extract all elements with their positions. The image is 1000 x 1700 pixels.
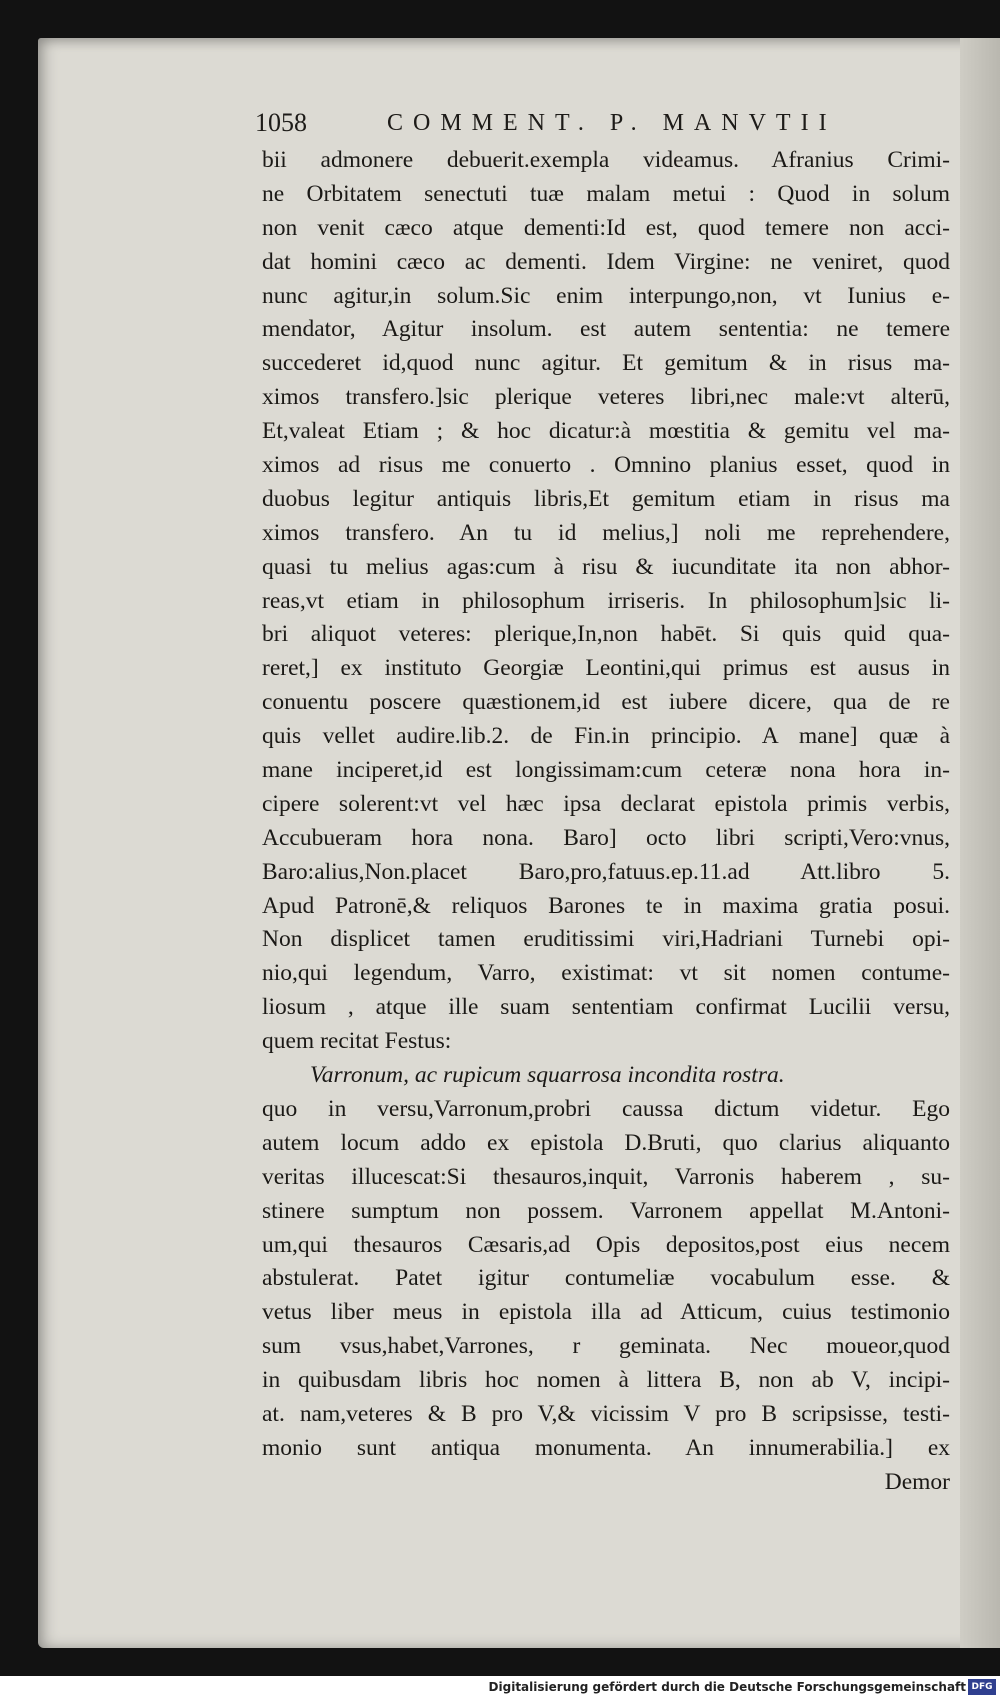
- text-line: nio,qui legendum, Varro, existimat: vt sit nomen contume-: [262, 960, 950, 987]
- dfg-logo-icon: DFG: [968, 1679, 996, 1695]
- text-line: ximos ad risus me conuerto . Omnino planius esset, quod in: [262, 452, 950, 479]
- text-line: bri aliquot veteres: plerique,In,non habēt. Si quis quid qua-: [262, 621, 950, 648]
- text-line: in quibusdam libris hoc nomen à littera B, non ab V, incipi-: [262, 1367, 950, 1394]
- text-line: ximos transfero.]sic plerique veteres libri,nec male:vt alterū,: [262, 384, 950, 411]
- text-line: mendator, Agitur insolum. est autem sententia: ne temere: [262, 316, 950, 343]
- catchword: Demor: [884, 1468, 950, 1495]
- text-line: stinere sumptum non possem. Varronem appellat M.Antoni-: [262, 1197, 950, 1224]
- text-line: ne Orbitatem senectuti tuæ malam metui : Quod in solum: [262, 180, 950, 207]
- text-line: Accubueram hora nona. Baro] octo libri scripti,Vero:vnus,: [262, 824, 950, 851]
- text-line: dat homini cæco ac dementi. Idem Virgine: ne veniret, quod: [262, 248, 950, 275]
- text-line: succederet id,quod nunc agitur. Et gemitum & in risus ma-: [262, 350, 950, 377]
- text-line: veritas illucescat:Si thesauros,inquit, Varronis haberem , su-: [262, 1163, 950, 1190]
- text-line: monio sunt antiqua monumenta. An innumerabilia.] ex: [262, 1434, 950, 1461]
- funding-credit: Digitalisierung gefördert durch die Deutsche Forschungsgemeinschaft: [488, 1680, 966, 1694]
- running-title: COMMENT. P. MANVTII: [387, 110, 837, 136]
- page-header: [255, 108, 955, 148]
- text-line: liosum , atque ille suam sententiam confirmat Lucilii versu,: [262, 994, 950, 1021]
- text-line: non venit cæco atque dementi:Id est, quod temere non acci-: [262, 214, 950, 241]
- text-line: nunc agitur,in solum.Sic enim interpungo,non, vt Iunius e-: [262, 282, 950, 309]
- text-line: vetus liber meus in epistola illa ad Atticum, cuius testimonio: [262, 1299, 950, 1326]
- digitization-footer: [0, 1676, 1000, 1700]
- text-line: quis vellet audire.lib.2. de Fin.in principio. A mane] quæ à: [262, 723, 950, 750]
- text-line: Non displicet tamen eruditissimi viri,Hadriani Turnebi opi-: [262, 926, 950, 953]
- text-line: duobus legitur antiquis libris,Et gemitum etiam in risus ma: [262, 485, 950, 512]
- text-line: um,qui thesauros Cæsaris,ad Opis depositos,post eius necem: [262, 1231, 950, 1258]
- text-line: quo in versu,Varronum,probri caussa dictum videtur. Ego: [262, 1095, 950, 1122]
- text-line: reas,vt etiam in philosophum irriseris. In philosophum]sic li-: [262, 587, 950, 614]
- text-line: quem recitat Festus:: [262, 1028, 452, 1055]
- body-text: [262, 144, 950, 1500]
- text-line: bii admonere debuerit.exempla videamus. Afranius Crimi-: [262, 147, 950, 173]
- text-line: conuentu poscere quæstionem,id est iubere dicere, qua de re: [262, 689, 950, 716]
- text-line: Apud Patronē,& reliquos Barones te in maxima gratia posui.: [262, 892, 950, 919]
- text-line: sum vsus,habet,Varrones, r geminata. Nec moueor,quod: [262, 1333, 950, 1360]
- text-line: abstulerat. Patet igitur contumeliæ vocabulum esse. &: [262, 1265, 950, 1292]
- text-line: ximos transfero. An tu id melius,] noli me reprehendere,: [262, 519, 950, 546]
- text-line: quasi tu melius agas:cum à risu & iucunditate ita non abhor-: [262, 553, 950, 580]
- text-line: autem locum addo ex epistola D.Bruti, quo clarius aliquanto: [262, 1129, 950, 1156]
- text-line: cipere solerent:vt vel hæc ipsa declarat epistola primis verbis,: [262, 790, 950, 817]
- verse-quotation: Varronum, ac rupicum squarrosa incondita rostra.: [310, 1062, 785, 1089]
- text-line: mane inciperet,id est longissimam:cum ceteræ nona hora in-: [262, 757, 950, 784]
- page-edge: [960, 38, 1000, 1648]
- text-line: at. nam,veteres & B pro V,& vicissim V pro B scripsisse, testi-: [262, 1400, 950, 1427]
- text-line: Et,valeat Etiam ; & hoc dicatur:à mœstitia & gemitu vel ma-: [262, 418, 950, 445]
- page-number: 1058: [255, 108, 307, 137]
- text-line: Baro:alius,Non.placet Baro,pro,fatuus.ep.11.ad Att.libro 5.: [262, 858, 950, 885]
- text-line: reret,] ex instituto Georgiæ Leontini,qui primus est ausus in: [262, 655, 950, 682]
